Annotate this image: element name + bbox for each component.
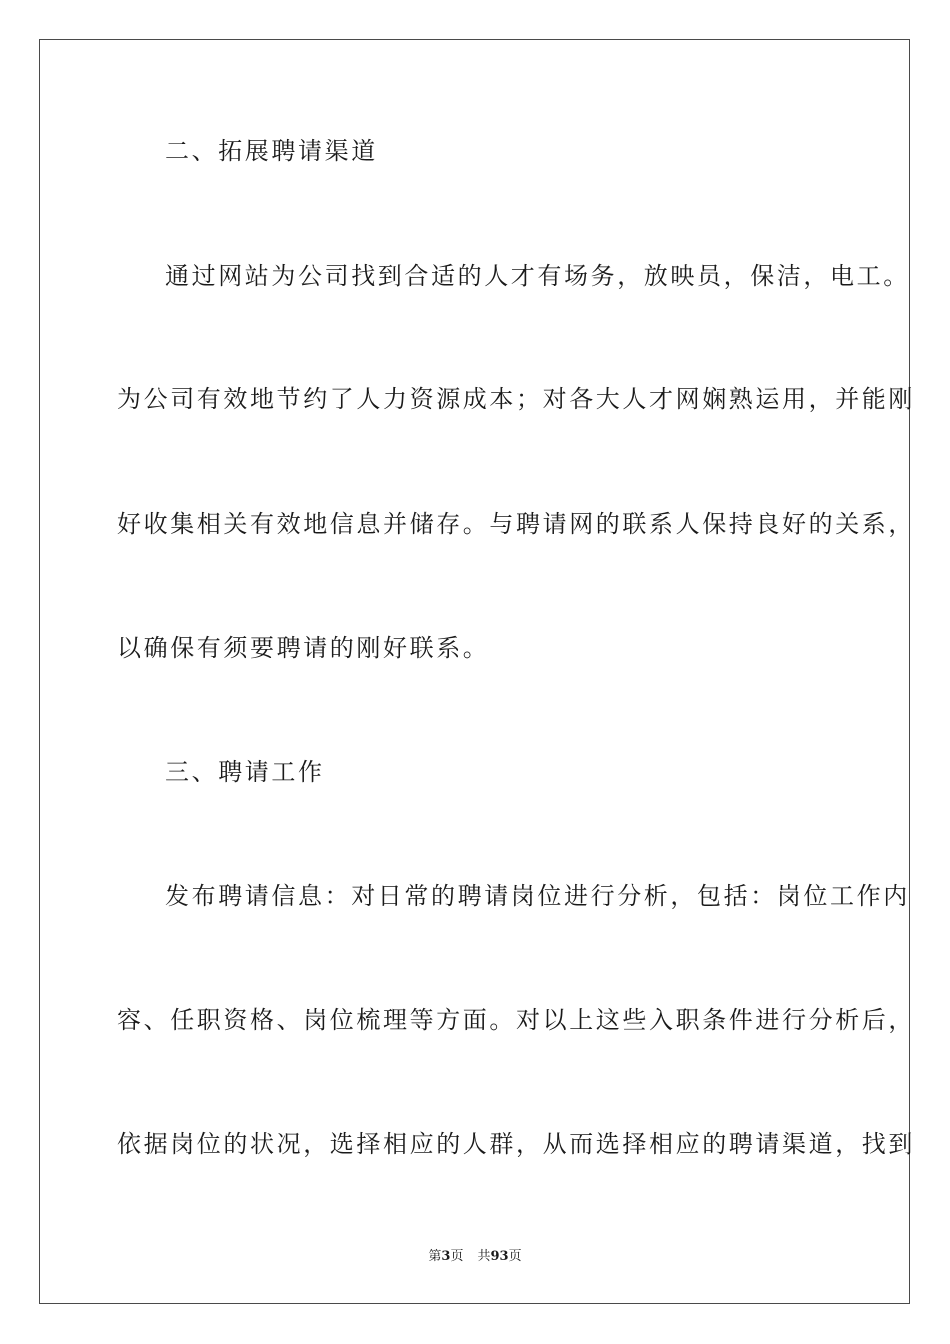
paragraph-line: 依据岗位的状况，选择相应的人群，从而选择相应的聘请渠道，找到: [117, 1130, 915, 1158]
total-pages: 93: [490, 1249, 509, 1264]
section-heading: 二、拓展聘请渠道: [165, 137, 378, 165]
page-prefix: 第: [428, 1249, 442, 1264]
paragraph-line: 容、任职资格、岗位梳理等方面。对以上这些入职条件进行分析后，: [117, 1006, 915, 1034]
paragraph-line: 发布聘请信息：对日常的聘请岗位进行分析，包括：岗位工作内: [165, 882, 910, 910]
paragraph-line: 通过网站为公司找到合适的人才有场务，放映员，保洁，电工。: [165, 262, 910, 290]
page-suffix: 页: [450, 1249, 464, 1264]
section-heading: 三、聘请工作: [165, 758, 325, 786]
page-number: 3: [441, 1249, 451, 1264]
total-suffix: 页: [508, 1249, 522, 1264]
paragraph-line: 好收集相关有效地信息并储存。与聘请网的联系人保持良好的关系，: [117, 510, 915, 538]
paragraph-line: 为公司有效地节约了人力资源成本；对各大人才网娴熟运用，并能刚: [117, 385, 915, 413]
paragraph-line: 以确保有须要聘请的刚好联系。: [117, 634, 490, 662]
page-border: [39, 39, 910, 1304]
page-footer: [0, 1248, 950, 1266]
total-prefix: 共: [477, 1249, 491, 1264]
